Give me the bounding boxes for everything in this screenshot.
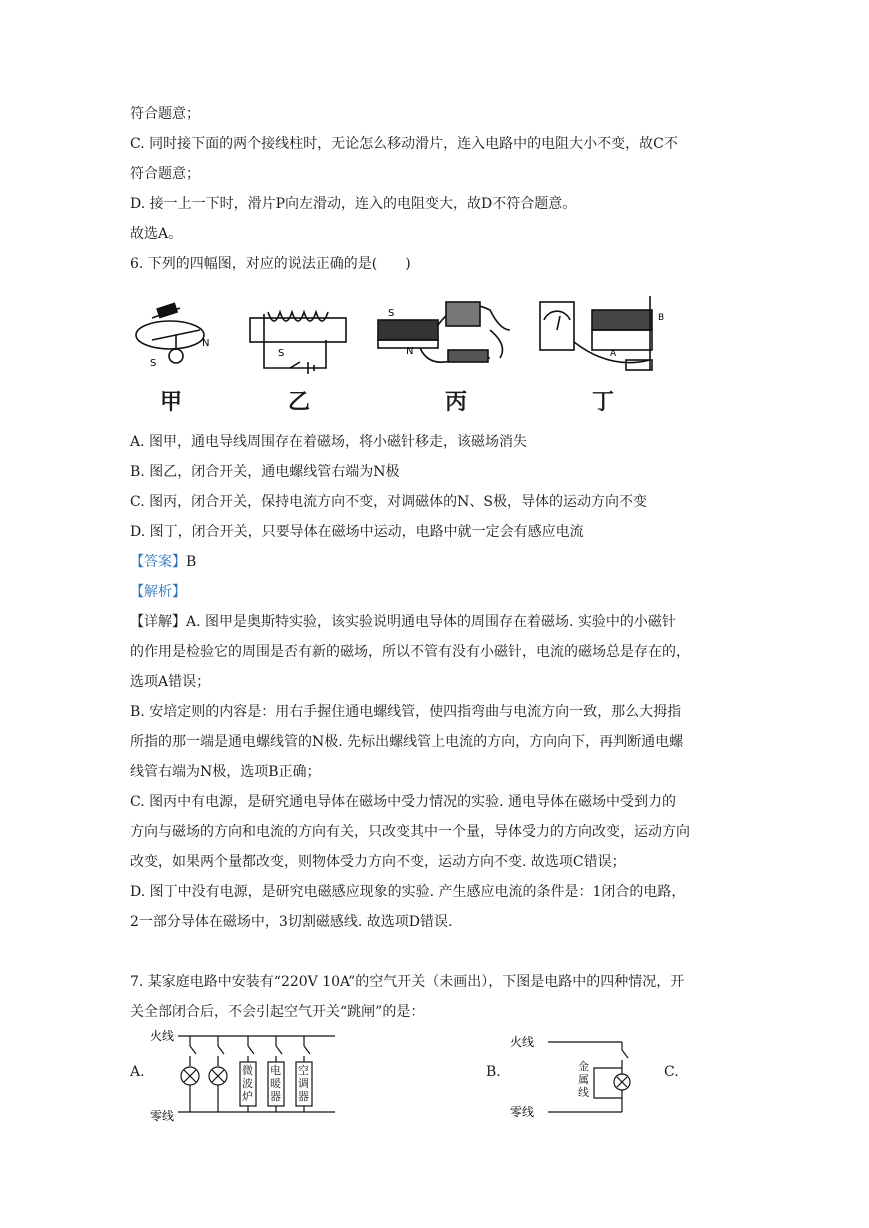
- neutral-wire-label: 零线: [150, 1109, 175, 1122]
- answer-tag: 【答案】: [130, 554, 186, 570]
- explanation-line: 方向与磁场的方向和电流的方向有关，只改变其中一个量，导体受力的方向改变，运动方向: [130, 824, 690, 840]
- figure-label-ding: 丁: [592, 390, 615, 415]
- option-b: B. 图乙，闭合开关，通电螺线管右端为N极: [130, 464, 400, 480]
- explanation-line: C. 图丙中有电源，是研究通电导体在磁场中受力情况的实验. 通电导体在磁场中受到力的: [130, 794, 677, 810]
- explanation-line: 线管右端为N极，选项B正确；: [130, 764, 321, 780]
- figure-yi: [250, 312, 346, 374]
- figure-label-jia: 甲: [160, 390, 183, 415]
- appliance-microwave: 微波炉: [242, 1064, 253, 1103]
- rod-a-label: A: [610, 349, 617, 359]
- option-d: D. 图丁，闭合开关，只要导体在磁场中运动，电路中就一定会有感应电流: [130, 524, 584, 540]
- question-6: 6. 下列的四幅图，对应的说法正确的是( ): [130, 256, 411, 272]
- text-line: 故选A。: [130, 226, 183, 242]
- explanation-text: A. 图甲是奥斯特实验，该实验说明通电导体的周围存在着磁场. 实验中的小磁针: [186, 614, 676, 630]
- explanation-line: 选项A错误；: [130, 674, 211, 690]
- explanation-line: 改变，如果两个量都改变，则物体受力方向不变，运动方向不变. 故选项C错误；: [130, 854, 626, 870]
- switch-s-label: S: [278, 348, 285, 359]
- neutral-wire-label-b: 零线: [510, 1105, 535, 1119]
- live-wire-label: 火线: [150, 1029, 175, 1043]
- detail-tag: 【详解】: [130, 614, 186, 630]
- answer-value: B: [186, 554, 197, 570]
- question-7-cont: 关全部闭合后，不会引起空气开关“跳闸”的是：: [130, 1004, 425, 1020]
- explanation-line: B. 安培定则的内容是：用右手握住通电螺线管，使四指弯曲与电流方向一致，那么大拇指: [130, 704, 682, 720]
- analysis-tag: 【解析】: [130, 584, 186, 600]
- option-c: C. 图丙，闭合开关，保持电流方向不变，对调磁体的N、S极，导体的运动方向不变: [130, 494, 647, 510]
- text-line: 符合题意；: [130, 106, 200, 122]
- option-c-label: C.: [664, 1064, 679, 1080]
- option-b-label: B.: [486, 1064, 501, 1080]
- magnet-s-label: S: [388, 308, 395, 319]
- answer-line: [130, 552, 196, 572]
- pole-s-label: S: [150, 358, 157, 369]
- figure-label-yi: 乙: [288, 390, 311, 415]
- text-line: 符合题意；: [130, 166, 200, 182]
- question-7: 7. 某家庭电路中安装有“220V 10A”的空气开关（未画出），下图是电路中的四种情况，开: [130, 974, 685, 990]
- text-line: C. 同时接下面的两个接线柱时，无论怎么移动滑片，连入电路中的电阻大小不变，故C不: [130, 136, 678, 152]
- live-wire-label-b: 火线: [510, 1035, 535, 1049]
- magnet-n-label: N: [406, 346, 414, 357]
- figure-bing: [378, 302, 510, 362]
- figure-label-bing: 丙: [445, 390, 468, 415]
- appliance-heater: 电暖器: [270, 1064, 281, 1103]
- explanation-line: 所指的那一端是通电螺线管的N极. 先标出螺线管上电流的方向，方向向下，再判断通电螺: [130, 734, 684, 750]
- explanation-line: 的作用是检验它的周围是否有新的磁场，所以不管有没有小磁针，电流的磁场总是存在的，: [130, 644, 690, 660]
- text-line: D. 接一上一下时，滑片P向左滑动，连入的电阻变大，故D不符合题意。: [130, 196, 577, 212]
- metal-wire-label: 金属线: [578, 1060, 589, 1099]
- option-a-label: A.: [130, 1064, 145, 1080]
- figure-jia: [136, 303, 204, 363]
- option-a: A. 图甲，通电导线周围存在着磁场，将小磁针移走，该磁场消失: [130, 434, 528, 450]
- explanation-line: [130, 612, 676, 632]
- rod-b-label: B: [658, 313, 665, 323]
- appliance-air-conditioner: 空调器: [298, 1064, 309, 1103]
- explanation-line: D. 图丁中没有电源，是研究电磁感应现象的实验. 产生感应电流的条件是：1闭合的电路，: [130, 884, 686, 900]
- figure-ding: [540, 296, 652, 370]
- explanation-line: 2一部分导体在磁场中，3切割磁感线. 故选项D错误.: [130, 914, 453, 930]
- pole-n-label: N: [202, 338, 210, 349]
